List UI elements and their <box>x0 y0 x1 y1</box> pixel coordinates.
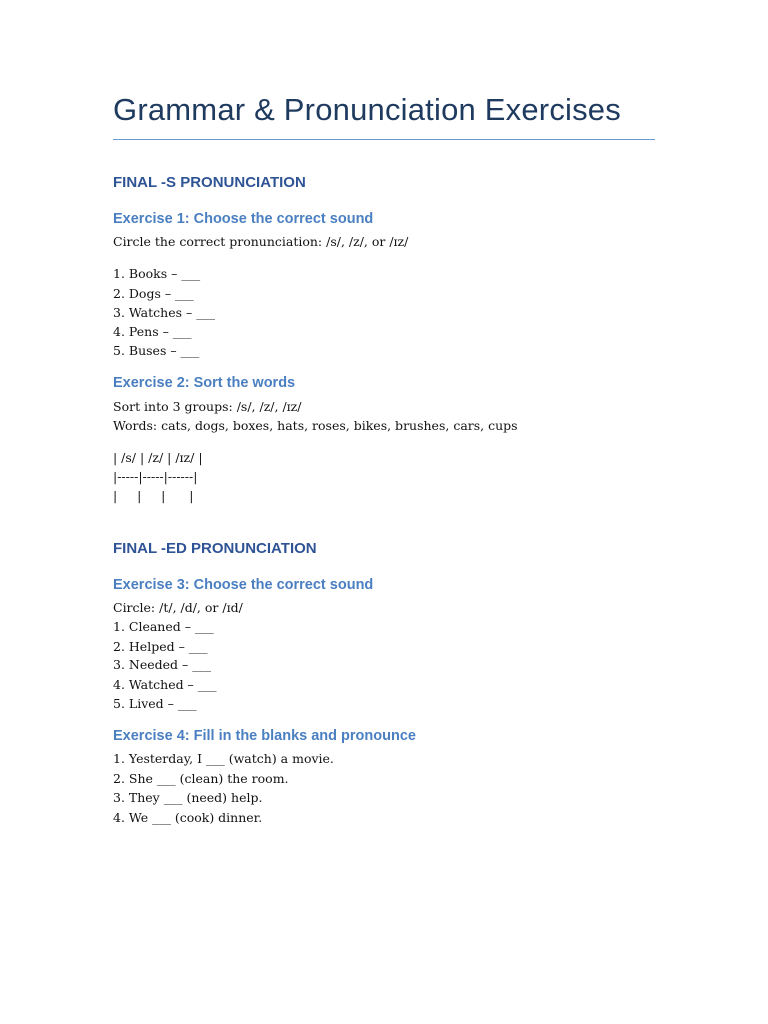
section-heading-final-ed: FINAL -ED PRONUNCIATION <box>113 540 317 557</box>
exercise-1-item: 2. Dogs – ___ <box>113 286 194 301</box>
exercise-3-instruction: Circle: /t/, /d/, or /ɪd/ <box>113 600 243 615</box>
exercise-3-item: 3. Needed – ___ <box>113 657 211 672</box>
exercise-1-item: 5. Buses – ___ <box>113 343 200 358</box>
sort-table-row: |-----|-----|------| <box>113 469 198 484</box>
exercise-4-item: 1. Yesterday, I ___ (watch) a movie. <box>113 751 334 766</box>
section-heading-final-s: FINAL -S PRONUNCIATION <box>113 174 306 191</box>
exercise-4-item: 4. We ___ (cook) dinner. <box>113 810 263 825</box>
exercise-3-item: 2. Helped – ___ <box>113 639 208 654</box>
exercise-4-item: 2. She ___ (clean) the room. <box>113 771 289 786</box>
page-title: Grammar & Pronunciation Exercises <box>113 92 621 127</box>
exercise-4-item: 3. They ___ (need) help. <box>113 790 263 805</box>
exercise-2-instruction: Sort into 3 groups: /s/, /z/, /ɪz/ <box>113 399 302 414</box>
sort-table-row: | | | | <box>113 488 194 503</box>
exercise-1-item: 1. Books – ___ <box>113 266 201 281</box>
exercise-3-item: 4. Watched – ___ <box>113 677 217 692</box>
exercise-1-item: 4. Pens – ___ <box>113 324 192 339</box>
exercise-4-heading: Exercise 4: Fill in the blanks and pronounce <box>113 728 416 744</box>
exercise-1-item: 3. Watches – ___ <box>113 305 215 320</box>
sort-table-row: | /s/ | /z/ | /ɪz/ | <box>113 450 203 465</box>
title-underline <box>113 139 655 140</box>
exercise-3-heading: Exercise 3: Choose the correct sound <box>113 577 374 593</box>
exercise-1-instruction: Circle the correct pronunciation: /s/, /z/, or /ɪz/ <box>113 234 409 249</box>
exercise-3-item: 1. Cleaned – ___ <box>113 619 214 634</box>
exercise-2-words: Words: cats, dogs, boxes, hats, roses, bikes, brushes, cars, cups <box>113 418 518 433</box>
exercise-2-heading: Exercise 2: Sort the words <box>113 375 296 391</box>
exercise-1-heading: Exercise 1: Choose the correct sound <box>113 211 374 227</box>
exercise-3-item: 5. Lived – ___ <box>113 696 197 711</box>
